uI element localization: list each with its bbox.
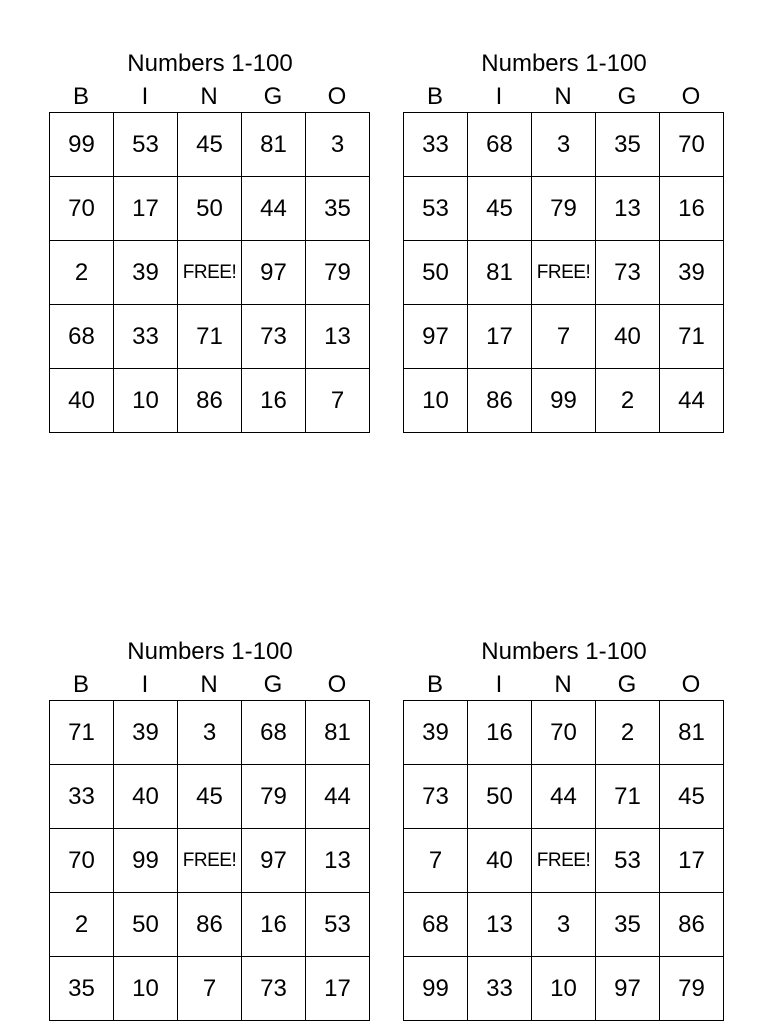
grid-cell: 13: [468, 893, 532, 957]
bingo-grid: [403, 700, 724, 1021]
grid-row: [404, 829, 724, 893]
grid-row: [404, 957, 724, 1021]
grid-cell: 16: [660, 177, 724, 241]
grid-cell: 99: [404, 957, 468, 1021]
grid-cell: 73: [242, 305, 306, 369]
grid-row: [404, 113, 724, 177]
grid-row: [50, 369, 370, 433]
bingo-card-2: [403, 48, 725, 433]
bingo-grid: [49, 700, 370, 1021]
grid-cell: 17: [114, 177, 178, 241]
letter-n: N: [200, 671, 218, 698]
letter-o: O: [327, 83, 347, 110]
bingo-letters: [403, 80, 725, 112]
grid-cell: 3: [306, 113, 370, 177]
grid-cell: 97: [242, 241, 306, 305]
letter-i: I: [495, 83, 503, 110]
grid-row: [404, 305, 724, 369]
grid-row: [404, 177, 724, 241]
grid-cell: 79: [306, 241, 370, 305]
grid-cell: 40: [596, 305, 660, 369]
grid-row: [404, 369, 724, 433]
grid-cell: 16: [242, 893, 306, 957]
grid-cell: 35: [306, 177, 370, 241]
grid-cell: 99: [50, 113, 114, 177]
grid-cell: 79: [660, 957, 724, 1021]
grid-cell: 99: [532, 369, 596, 433]
grid-cell: 17: [468, 305, 532, 369]
grid-cell: 79: [242, 765, 306, 829]
letter-n: N: [200, 83, 218, 110]
grid-row: [50, 893, 370, 957]
grid-cell: 50: [114, 893, 178, 957]
card-title: Numbers 1-100: [127, 638, 293, 665]
grid-cell: 3: [178, 701, 242, 765]
bingo-letters: [49, 80, 371, 112]
grid-cell: 40: [114, 765, 178, 829]
letter-o: O: [681, 83, 701, 110]
grid-cell: 13: [596, 177, 660, 241]
grid-cell: 45: [660, 765, 724, 829]
card-title: Numbers 1-100: [127, 50, 293, 77]
grid-cell: 35: [596, 113, 660, 177]
card-title: Numbers 1-100: [481, 50, 647, 77]
grid-cell: 86: [178, 369, 242, 433]
grid-cell: 40: [50, 369, 114, 433]
grid-cell: 86: [468, 369, 532, 433]
grid-cell: 17: [306, 957, 370, 1021]
grid-cell: 10: [114, 957, 178, 1021]
grid-row: [404, 241, 724, 305]
grid-cell: 50: [178, 177, 242, 241]
grid-cell: 71: [50, 701, 114, 765]
letter-o: O: [681, 671, 701, 698]
bingo-card-1: [49, 48, 371, 433]
grid-cell: 97: [242, 829, 306, 893]
bingo-grid: [403, 112, 724, 433]
grid-cell: 17: [660, 829, 724, 893]
grid-cell: 70: [50, 829, 114, 893]
letter-o: O: [327, 671, 347, 698]
grid-cell: 39: [114, 241, 178, 305]
grid-cell: 70: [50, 177, 114, 241]
grid-cell: 13: [306, 305, 370, 369]
grid-cell: 73: [596, 241, 660, 305]
grid-cell: 50: [468, 765, 532, 829]
grid-cell: 97: [596, 957, 660, 1021]
grid-cell: 68: [468, 113, 532, 177]
grid-cell: 10: [404, 369, 468, 433]
grid-cell: 2: [596, 701, 660, 765]
grid-cell: 2: [596, 369, 660, 433]
grid-cell: 2: [50, 893, 114, 957]
grid-cell: 35: [50, 957, 114, 1021]
letter-i: I: [141, 671, 149, 698]
grid-cell: 2: [50, 241, 114, 305]
grid-cell: 40: [468, 829, 532, 893]
bingo-letters: [49, 668, 371, 700]
grid-cell: 44: [660, 369, 724, 433]
grid-cell: 97: [404, 305, 468, 369]
letter-b: B: [426, 671, 443, 698]
grid-cell: 86: [178, 893, 242, 957]
grid-cell: 45: [178, 765, 242, 829]
letter-b: B: [426, 83, 443, 110]
grid-cell: 39: [404, 701, 468, 765]
grid-cell: 73: [242, 957, 306, 1021]
grid-cell: 44: [532, 765, 596, 829]
grid-row: [404, 701, 724, 765]
grid-cell: 3: [532, 113, 596, 177]
free-space: FREE!: [532, 241, 596, 305]
letter-i: I: [141, 83, 149, 110]
grid-cell: 45: [468, 177, 532, 241]
grid-cell: 33: [468, 957, 532, 1021]
grid-cell: 81: [306, 701, 370, 765]
grid-cell: 7: [178, 957, 242, 1021]
grid-cell: 16: [468, 701, 532, 765]
grid-cell: 16: [242, 369, 306, 433]
grid-row: [50, 701, 370, 765]
letter-n: N: [554, 671, 572, 698]
grid-cell: 10: [114, 369, 178, 433]
grid-cell: 13: [306, 829, 370, 893]
grid-cell: 7: [404, 829, 468, 893]
letter-i: I: [495, 671, 503, 698]
grid-row: [404, 893, 724, 957]
grid-row: [50, 113, 370, 177]
grid-cell: 68: [404, 893, 468, 957]
free-space: FREE!: [178, 241, 242, 305]
grid-cell: 33: [114, 305, 178, 369]
grid-cell: 10: [532, 957, 596, 1021]
grid-cell: 7: [532, 305, 596, 369]
grid-cell: 33: [50, 765, 114, 829]
grid-cell: 53: [306, 893, 370, 957]
grid-cell: 3: [532, 893, 596, 957]
letter-g: G: [263, 83, 283, 110]
grid-row: [50, 241, 370, 305]
bingo-letters: [403, 668, 725, 700]
grid-row: [404, 765, 724, 829]
letter-b: B: [72, 83, 89, 110]
grid-cell: 70: [660, 113, 724, 177]
grid-cell: 53: [114, 113, 178, 177]
grid-cell: 71: [660, 305, 724, 369]
grid-cell: 45: [178, 113, 242, 177]
grid-row: [50, 177, 370, 241]
free-space: FREE!: [532, 829, 596, 893]
grid-cell: 44: [242, 177, 306, 241]
letter-g: G: [617, 671, 637, 698]
grid-cell: 68: [50, 305, 114, 369]
bingo-card-4: [403, 636, 725, 1021]
grid-row: [50, 957, 370, 1021]
letter-g: G: [617, 83, 637, 110]
grid-cell: 73: [404, 765, 468, 829]
grid-cell: 53: [596, 829, 660, 893]
grid-cell: 79: [532, 177, 596, 241]
grid-row: [50, 765, 370, 829]
letter-g: G: [263, 671, 283, 698]
grid-cell: 99: [114, 829, 178, 893]
grid-cell: 44: [306, 765, 370, 829]
grid-cell: 71: [178, 305, 242, 369]
grid-cell: 86: [660, 893, 724, 957]
grid-cell: 33: [404, 113, 468, 177]
card-title: Numbers 1-100: [481, 638, 647, 665]
bingo-grid: [49, 112, 370, 433]
grid-cell: 81: [242, 113, 306, 177]
grid-cell: 68: [242, 701, 306, 765]
grid-cell: 70: [532, 701, 596, 765]
grid-cell: 81: [660, 701, 724, 765]
grid-cell: 53: [404, 177, 468, 241]
bingo-card-3: [49, 636, 371, 1021]
letter-n: N: [554, 83, 572, 110]
letter-b: B: [72, 671, 89, 698]
grid-cell: 35: [596, 893, 660, 957]
grid-cell: 71: [596, 765, 660, 829]
grid-cell: 7: [306, 369, 370, 433]
grid-row: [50, 305, 370, 369]
grid-cell: 50: [404, 241, 468, 305]
grid-cell: 39: [114, 701, 178, 765]
free-space: FREE!: [178, 829, 242, 893]
grid-row: [50, 829, 370, 893]
grid-cell: 39: [660, 241, 724, 305]
grid-cell: 81: [468, 241, 532, 305]
